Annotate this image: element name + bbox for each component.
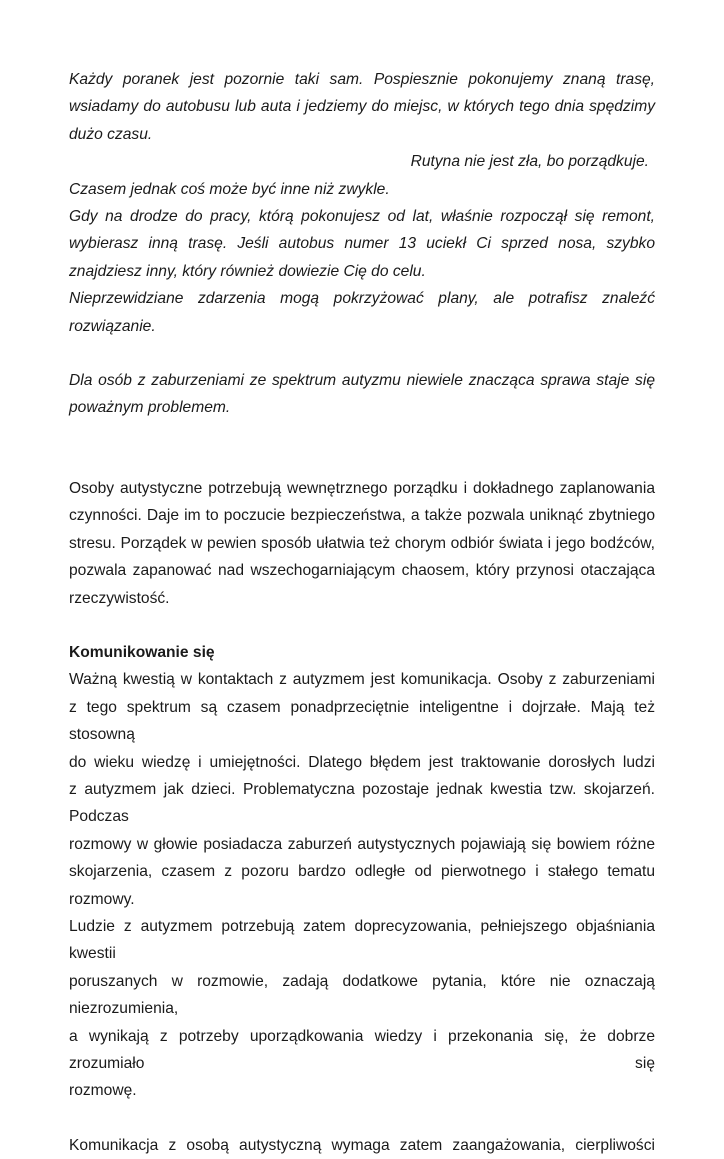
text-line: a wynikają z potrzeby uporządkowania wiedzy i przekonania się, że dobrze zrozumiało się [69, 1027, 655, 1072]
text-line: poruszanych w rozmowie, zadają dodatkowe pytania, które nie oznaczają niezrozumienia, [69, 972, 655, 1018]
text-line: Ważną kwestią w kontaktach z autyzmem jest komunikacja. Osoby z zaburzeniami [69, 671, 655, 689]
text-line: Komunikacja z osobą autystyczną wymaga zatem zaangażowania, cierpliwości [69, 1136, 655, 1154]
routine-sentence: Rutyna nie jest zła, bo porządkuje. [410, 153, 649, 171]
text-line: Każdy poranek jest pozornie taki sam. Pospiesznie pokonujemy znaną trasę, [69, 71, 655, 88]
text-line: z tego spektrum są czasem ponadprzeciętnie inteligentne i dojrzałe. Mają też stosowną [69, 698, 655, 744]
text-line: wybierasz inną trasę. Jeśli autobus numer 13 uciekł Ci sprzed nosa, szybko [69, 235, 655, 253]
text-line: rzeczywistość. [69, 589, 170, 607]
section-heading: Komunikowanie się [69, 643, 215, 661]
text-line: Gdy na drodze do pracy, którą pokonujesz od lat, właśnie rozpoczął się remont, [69, 208, 655, 226]
text-line: rozmowę. [69, 1082, 137, 1100]
text-line: Dla osób z zaburzeniami ze spektrum autyzmu niewiele znacząca sprawa staje się [69, 372, 655, 390]
intro-paragraph-2 [69, 203, 655, 285]
text-line: wsiadamy do autobusu lub auta i jedziemy do miejsc, w których tego dnia spędzimy [69, 98, 655, 116]
text-line: z autyzmem jak dzieci. Problematyczna pozostaje jednak kwestia tzw. skojarzeń. Podczas [69, 780, 655, 826]
order-paragraph [69, 475, 655, 612]
text-line: Ludzie z autyzmem potrzebują zatem doprecyzowania, pełniejszego objaśniania kwestii [69, 917, 655, 963]
text-line: rozmowy w głowie posiadacza zaburzeń autystycznych pojawiają się bowiem różne [69, 835, 655, 853]
text-line: rozwiązanie. [69, 317, 156, 335]
text-line: Osoby autystyczne potrzebują wewnętrznego porządku i dokładnego zaplanowania [69, 479, 655, 497]
text-line: stresu. Porządek w pewien sposób ułatwia też chorym odbiór świata i jego bodźców, [69, 534, 655, 552]
text-line: poważnym problemem. [69, 399, 231, 417]
closing-paragraph [69, 1132, 655, 1159]
text-line: skojarzenia, czasem z pozoru bardzo odległe od pierwotnego i stałego tematu rozmowy. [69, 863, 655, 908]
communication-paragraph [69, 666, 655, 1105]
text-line: pozwala zapanować nad wszechogarniającym chaosem, który przynosi otaczająca [69, 562, 655, 580]
intro-paragraph-4 [69, 367, 655, 422]
text-line: dużo czasu. [69, 125, 153, 143]
intro-paragraph-1 [69, 66, 655, 148]
document-page [69, 66, 655, 1159]
text-line: do wieku wiedzę i umiejętności. Dlatego błędem jest traktowanie dorosłych ludzi [69, 753, 655, 771]
text-line: znajdziesz inny, który również dowiezie Cię do celu. [69, 262, 426, 280]
text-line: Nieprzewidziane zdarzenia mogą pokrzyżować plany, ale potrafisz znaleźć [69, 290, 655, 308]
sometimes-sentence: Czasem jednak coś może być inne niż zwykle. [69, 180, 390, 198]
text-line: czynności. Daje im to poczucie bezpieczeństwa, a także pozwala uniknąć zbytniego [69, 507, 655, 525]
intro-paragraph-3 [69, 285, 655, 340]
